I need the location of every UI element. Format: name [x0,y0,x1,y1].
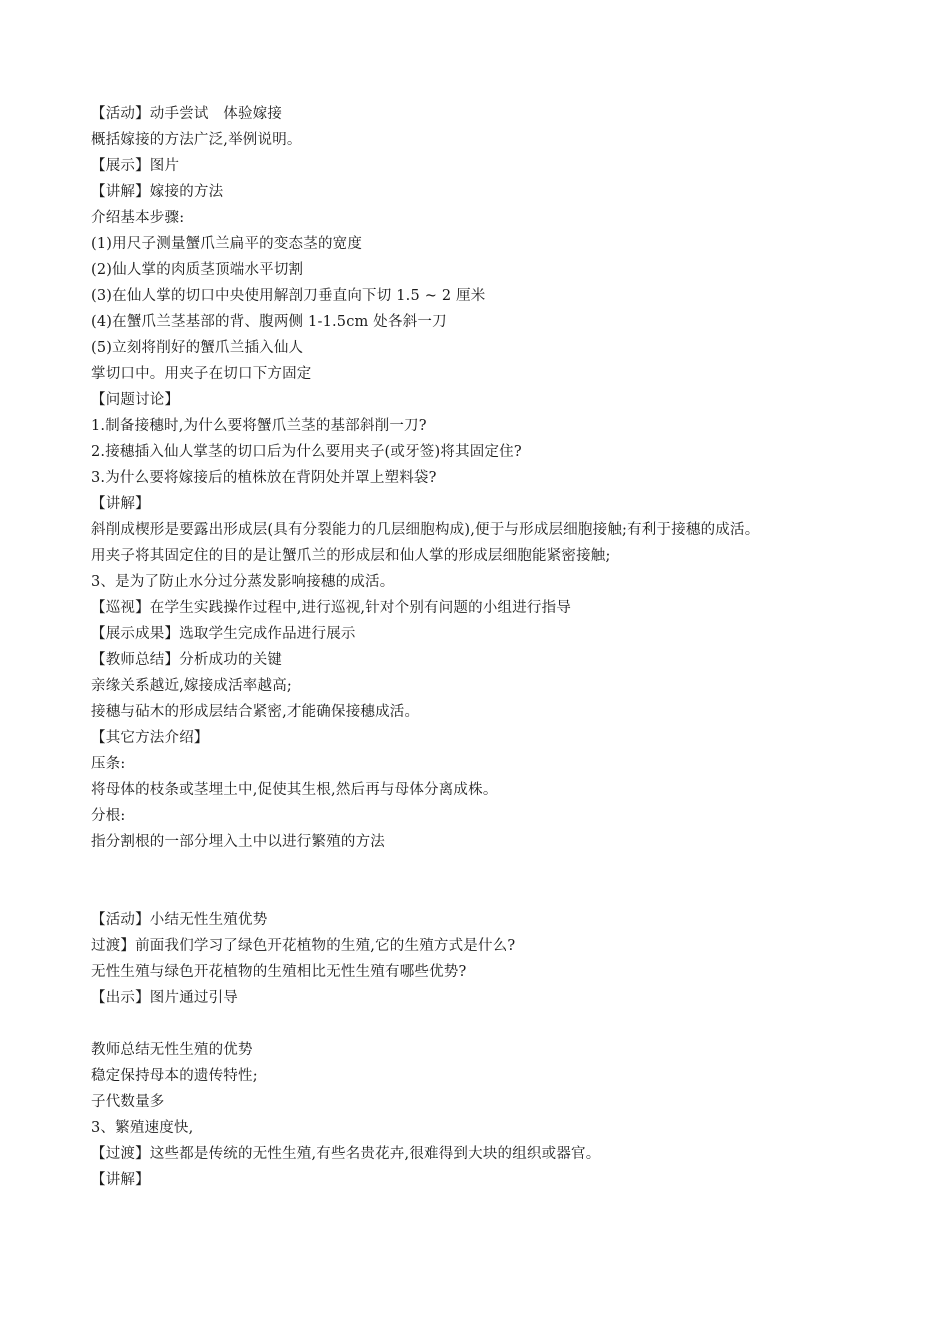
text-line: 稳定保持母本的遗传特性; [91,1068,258,1084]
text-line: 【讲解】嫁接的方法 [91,184,224,200]
text-line: 压条: [91,756,126,772]
text-line: 3、是为了防止水分过分蒸发影响接穗的成活。 [91,574,395,590]
text-line: 【展示成果】选取学生完成作品进行展示 [91,626,356,642]
text-line: 概括嫁接的方法广泛,举例说明。 [91,132,302,148]
text-line: 过渡】前面我们学习了绿色开花植物的生殖,它的生殖方式是什么? [91,938,516,954]
text-line: 用夹子将其固定住的目的是让蟹爪兰的形成层和仙人掌的形成层细胞能紧密接触; [91,548,611,564]
text-line: (4)在蟹爪兰茎基部的背、腹两侧 1-1.5cm 处各斜一刀 [91,314,447,330]
text-line: 【活动】动手尝试 体验嫁接 [91,106,283,122]
text-line: 【教师总结】分析成功的关键 [91,652,283,668]
text-line: (2)仙人掌的肉质茎顶端水平切割 [91,262,304,278]
section-asexual-summary [91,907,931,1011]
text-line: 3.为什么要将嫁接后的植株放在背阴处并罩上塑料袋? [91,470,437,486]
text-line: 分根: [91,808,126,824]
text-line: 子代数量多 [91,1094,165,1110]
text-line: 【问题讨论】 [91,392,180,408]
text-line: 【展示】图片 [91,158,180,174]
text-line: (3)在仙人掌的切口中央使用解剖刀垂直向下切 1.5 ~ 2 厘米 [91,288,486,304]
text-line: 【其它方法介绍】 [91,730,209,746]
text-line: 【讲解】 [91,496,150,512]
text-line: (1)用尺子测量蟹爪兰扁平的变态茎的宽度 [91,236,363,252]
text-line: 【出示】图片通过引导 [91,990,238,1006]
text-line: 将母体的枝条或茎埋土中,促使其生根,然后再与母体分离成株。 [91,782,498,798]
text-line: 接穗与砧木的形成层结合紧密,才能确保接穗成活。 [91,704,420,720]
text-line: 【讲解】 [91,1172,150,1188]
text-line: 【活动】小结无性生殖优势 [91,912,268,928]
text-line: 3、繁殖速度快, [91,1120,194,1136]
text-line: 掌切口中。用夹子在切口下方固定 [91,366,312,382]
text-line: 1.制备接穗时,为什么要将蟹爪兰茎的基部斜削一刀? [91,418,427,434]
text-line: 指分割根的一部分埋入土中以进行繁殖的方法 [91,834,385,850]
text-line: (5)立刻将削好的蟹爪兰插入仙人 [91,340,304,356]
text-line: 【过渡】这些都是传统的无性生殖,有些名贵花卉,很难得到大块的组织或器官。 [91,1146,601,1162]
text-line: 亲缘关系越近,嫁接成活率越高; [91,678,292,694]
text-line: 教师总结无性生殖的优势 [91,1042,253,1058]
text-line: 【巡视】在学生实践操作过程中,进行巡视,针对个别有问题的小组进行指导 [91,600,572,616]
text-line: 无性生殖与绿色开花植物的生殖相比无性生殖有哪些优势? [91,964,467,980]
text-line: 介绍基本步骤: [91,210,185,226]
text-line: 斜削成楔形是要露出形成层(具有分裂能力的几层细胞构成),便于与形成层细胞接触;有利于接穗的成活。 [91,522,760,538]
section-teacher-summary [91,1037,931,1193]
section-grafting [91,101,931,855]
text-line: 2.接穗插入仙人掌茎的切口后为什么要用夹子(或牙签)将其固定住? [91,444,522,460]
